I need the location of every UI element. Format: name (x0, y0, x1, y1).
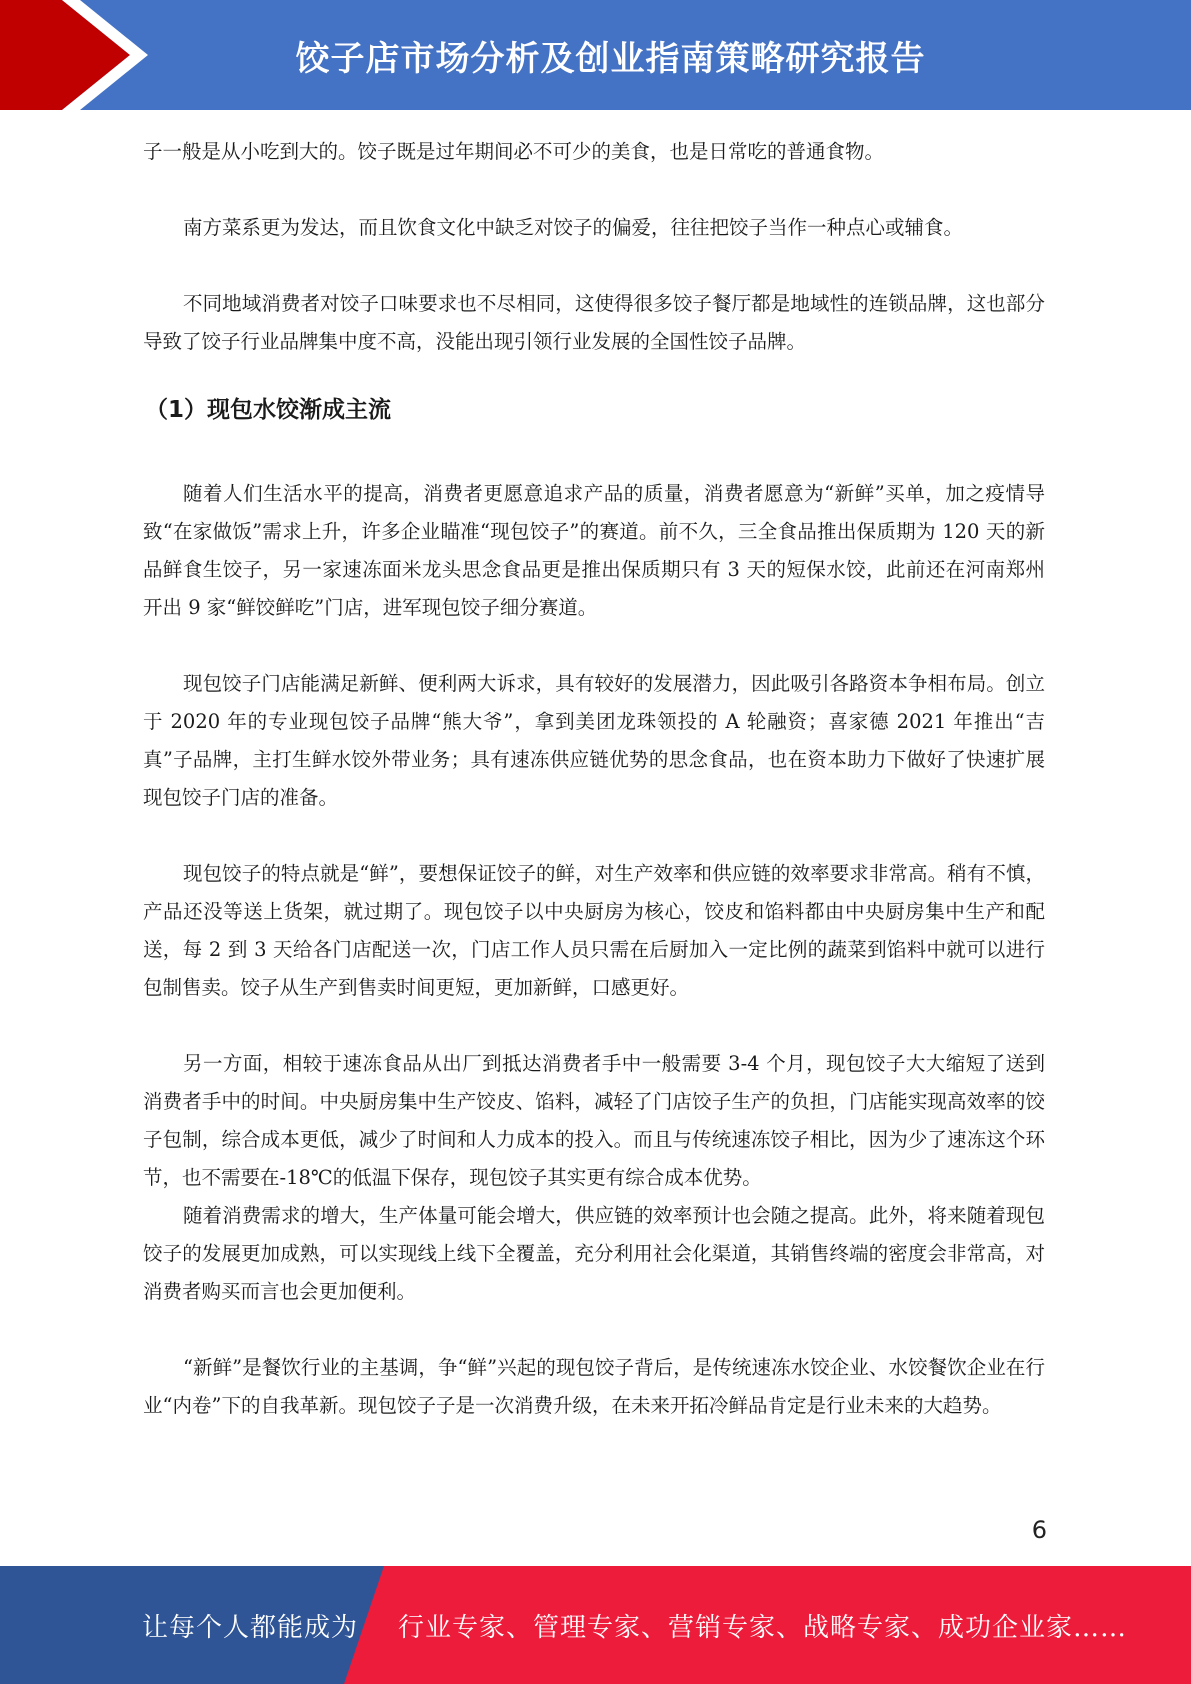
section-heading: （1）现包水饺渐成主流 (145, 397, 392, 423)
paragraph: 南方菜系更为发达，而且饮食文化中缺乏对饺子的偏爱，往往把饺子当作一种点心或辅食。 (183, 216, 964, 239)
main-content (143, 133, 1045, 1425)
paragraph: 现包饺子门店能满足新鲜、便利两大诉求，具有较好的发展潜力，因此吸引各路资本争相布局。创立于 2020 年的专业现包饺子品牌“熊大爷”，拿到美团龙珠领投的 A 轮融资；喜家德 2021 年推出“吉真”子品牌，主打生鲜水饺外带业务；具有速冻供应链优势的思念食品，也在资本助力下做好了快速扩展现包饺子门店的准备。 (143, 672, 1045, 809)
report-title: 饺子店市场分析及创业指南策略研究报告 (295, 38, 926, 79)
footer-slogan-left: 让每个人都能成为 (142, 1612, 359, 1643)
paragraph: 现包饺子的特点就是“鲜”，要想保证饺子的鲜，对生产效率和供应链的效率要求非常高。稍有不慎，产品还没等送上货架，就过期了。现包饺子以中央厨房为核心，饺皮和馅料都由中央厨房集中生产和配送，每 2 到 3 天给各门店配送一次，门店工作人员只需在后厨加入一定比例的蔬菜到馅料中就可以进行包制售卖。饺子从生产到售卖时间更短，更加新鲜，口感更好。 (143, 862, 1045, 999)
paragraph: 另一方面，相较于速冻食品从出厂到抵达消费者手中一般需要 3-4 个月，现包饺子大大缩短了送到消费者手中的时间。中央厨房集中生产饺皮、馅料，减轻了门店饺子生产的负担，门店能实现高效率的饺子包制，综合成本更低，减少了时间和人力成本的投入。而且与传统速冻饺子相比，因为少了速冻这个环节，也不需要在-18℃的低温下保存，现包饺子其实更有综合成本优势。 (143, 1052, 1045, 1189)
footer-slogan-right: 行业专家、管理专家、营销专家、战略专家、成功企业家…… (398, 1612, 1128, 1643)
paragraph: 子一般是从小吃到大的。饺子既是过年期间必不可少的美食，也是日常吃的普通食物。 (143, 140, 885, 163)
page-footer (0, 1566, 1191, 1684)
paragraph: 不同地域消费者对饺子口味要求也不尽相同，这使得很多饺子餐厅都是地域性的连锁品牌，这也部分导致了饺子行业品牌集中度不高，没能出现引领行业发展的全国性饺子品牌。 (143, 292, 1045, 353)
page-number: 6 (1031, 1516, 1047, 1544)
page-header (0, 0, 1191, 110)
paragraph: 随着人们生活水平的提高，消费者更愿意追求产品的质量，消费者愿意为“新鲜”买单，加之疫情导致“在家做饭”需求上升，许多企业瞄准“现包饺子”的赛道。前不久，三全食品推出保质期为 120 天的新品鲜食生饺子，另一家速冻面米龙头思念食品更是推出保质期只有 3 天的短保水饺，此前还在河南郑州开出 9 家“鲜饺鲜吃”门店，进军现包饺子细分赛道。 (143, 482, 1045, 619)
paragraph: “新鲜”是餐饮行业的主基调，争“鲜”兴起的现包饺子背后，是传统速冻水饺企业、水饺餐饮企业在行业“内卷”下的自我革新。现包饺子子是一次消费升级，在未来开拓冷鲜品肯定是行业未来的大趋势。 (143, 1356, 1045, 1417)
paragraph: 随着消费需求的增大，生产体量可能会增大，供应链的效率预计也会随之提高。此外，将来随着现包饺子的发展更加成熟，可以实现线上线下全覆盖，充分利用社会化渠道，其销售终端的密度会非常高，对消费者购买而言也会更加便利。 (143, 1204, 1045, 1303)
